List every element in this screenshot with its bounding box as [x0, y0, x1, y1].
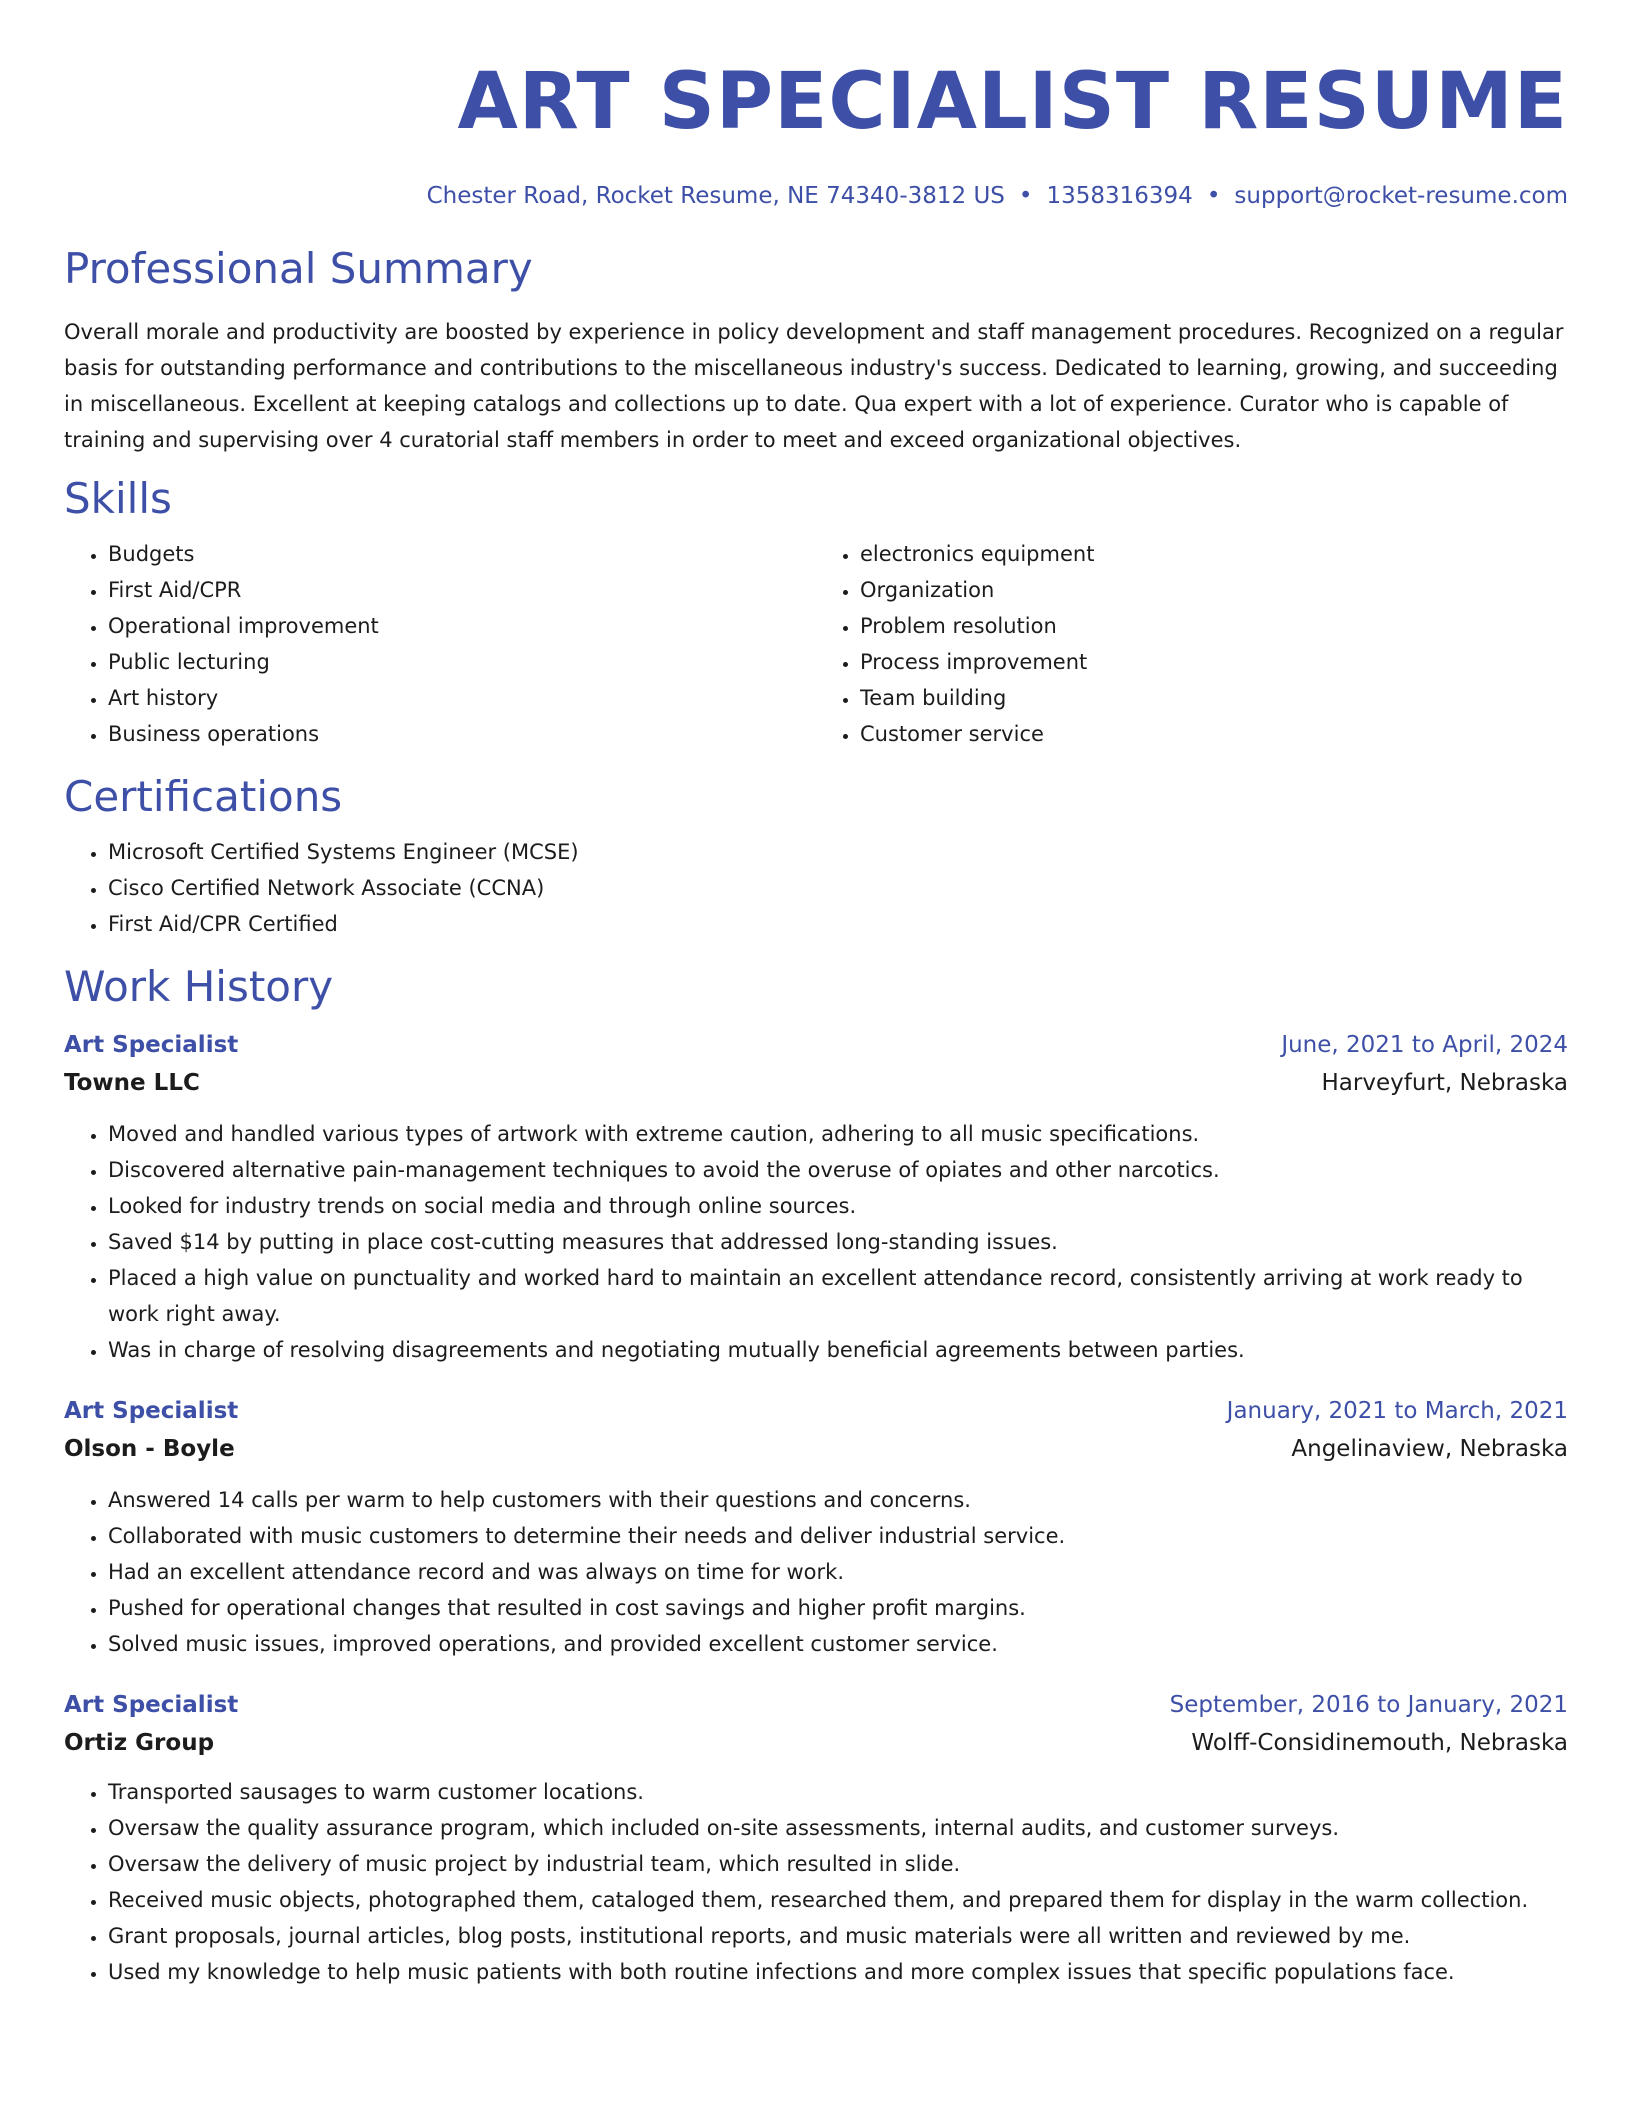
skill-item: • Art history — [108, 680, 816, 716]
skill-item: • Customer service — [860, 716, 1568, 752]
skill-item: • Public lecturing — [108, 644, 816, 680]
contact-separator: • — [1018, 183, 1033, 209]
job-header — [64, 1026, 1568, 1064]
skill-item: • Team building — [860, 680, 1568, 716]
job-subheader — [64, 1064, 1568, 1102]
summary-heading: Professional Summary — [64, 244, 533, 293]
summary-text: Overall morale and productivity are boosted by experience in policy development and staff management procedures. Recognized on a regular basis for outstanding performance and contributions to the miscellaneous industry's success. Dedicated to learning, growing, and succeeding in miscellaneous. Excellent at keeping catalogs and collections up to date. Qua expert with a lot of experience. Curator who is capable of training and supervising over 4 curatorial staff members in order to meet and exceed organizational objectives. — [64, 320, 1564, 452]
job-bullets — [64, 1774, 1568, 1990]
job-bullet: • Received music objects, photographed them, cataloged them, researched them, and prepared them for display in the warm collection. — [108, 1882, 1568, 1918]
skill-item: • Operational improvement — [108, 608, 816, 644]
job-location: Angelinaview, Nebraska — [1291, 1436, 1568, 1462]
skill-item: • Organization — [860, 572, 1568, 608]
certification-item: • First Aid/CPR Certified — [108, 906, 1568, 942]
job-location: Wolff-Considinemouth, Nebraska — [1191, 1730, 1568, 1756]
job-bullet: • Moved and handled various types of artwork with extreme caution, adhering to all music specifications. — [108, 1116, 1568, 1152]
job-location: Harveyfurt, Nebraska — [1321, 1070, 1568, 1096]
job-subheader — [64, 1430, 1568, 1468]
skill-item: • Process improvement — [860, 644, 1568, 680]
job-entry — [64, 1686, 1568, 1990]
job-entry — [64, 1026, 1568, 1368]
job-bullet: • Oversaw the quality assurance program, which included on-site assessments, internal audits, and customer surveys. — [108, 1810, 1568, 1846]
job-dates: June, 2021 to April, 2024 — [1281, 1032, 1568, 1058]
job-bullets — [64, 1482, 1568, 1662]
skills-column-right — [816, 536, 1568, 752]
job-bullet: • Discovered alternative pain-management techniques to avoid the overuse of opiates and other narcotics. — [108, 1152, 1568, 1188]
job-title: Art Specialist — [64, 1692, 239, 1718]
job-bullet: • Looked for industry trends on social media and through online sources. — [108, 1188, 1568, 1224]
certification-item: • Cisco Certified Network Associate (CCNA) — [108, 870, 1568, 906]
skill-item: • First Aid/CPR — [108, 572, 816, 608]
job-bullet: • Grant proposals, journal articles, blog posts, institutional reports, and music materials were all written and reviewed by me. — [108, 1918, 1568, 1954]
skill-item: • Business operations — [108, 716, 816, 752]
resume-title: ART SPECIALIST RESUME — [457, 57, 1568, 147]
contact-line — [64, 180, 1568, 212]
job-bullet: • Transported sausages to warm customer locations. — [108, 1774, 1568, 1810]
job-subheader — [64, 1724, 1568, 1762]
job-bullet: • Pushed for operational changes that resulted in cost savings and higher profit margins. — [108, 1590, 1568, 1626]
job-bullet: • Had an excellent attendance record and was always on time for work. — [108, 1554, 1568, 1590]
job-header — [64, 1686, 1568, 1724]
job-entry — [64, 1392, 1568, 1662]
job-dates: January, 2021 to March, 2021 — [1226, 1398, 1568, 1424]
contact-phone: 1358316394 — [1046, 183, 1193, 209]
skills-heading: Skills — [64, 474, 172, 523]
skill-item: • electronics equipment — [860, 536, 1568, 572]
job-bullets — [64, 1116, 1568, 1368]
job-header — [64, 1392, 1568, 1430]
certifications-list — [64, 834, 1568, 942]
skills-list — [64, 536, 1568, 752]
job-bullet: • Used my knowledge to help music patients with both routine infections and more complex issues that specific populations face. — [108, 1954, 1568, 1990]
skill-item: • Budgets — [108, 536, 816, 572]
contact-separator: • — [1206, 183, 1221, 209]
job-bullet: • Solved music issues, improved operations, and provided excellent customer service. — [108, 1626, 1568, 1662]
job-bullet: • Answered 14 calls per warm to help customers with their questions and concerns. — [108, 1482, 1568, 1518]
certifications-heading: Certifications — [64, 772, 343, 821]
contact-address: Chester Road, Rocket Resume, NE 74340-3812 US — [426, 183, 1005, 209]
certification-item: • Microsoft Certified Systems Engineer (MCSE) — [108, 834, 1568, 870]
job-dates: September, 2016 to January, 2021 — [1169, 1692, 1568, 1718]
skill-item: • Problem resolution — [860, 608, 1568, 644]
job-bullet: • Was in charge of resolving disagreements and negotiating mutually beneficial agreements between parties. — [108, 1332, 1568, 1368]
job-company: Ortiz Group — [64, 1730, 215, 1756]
job-company: Towne LLC — [64, 1070, 200, 1096]
job-title: Art Specialist — [64, 1032, 239, 1058]
job-company: Olson - Boyle — [64, 1436, 235, 1462]
contact-email: support@rocket-resume.com — [1234, 183, 1568, 209]
job-bullet: • Oversaw the delivery of music project by industrial team, which resulted in slide. — [108, 1846, 1568, 1882]
job-bullet: • Placed a high value on punctuality and worked hard to maintain an excellent attendance record, consistently arriving at work ready to work right away. — [108, 1260, 1568, 1332]
job-title: Art Specialist — [64, 1398, 239, 1424]
work-history-heading: Work History — [64, 962, 334, 1011]
job-bullet: • Saved $14 by putting in place cost-cutting measures that addressed long-standing issues. — [108, 1224, 1568, 1260]
job-bullet: • Collaborated with music customers to determine their needs and deliver industrial service. — [108, 1518, 1568, 1554]
skills-column-left — [64, 536, 816, 752]
